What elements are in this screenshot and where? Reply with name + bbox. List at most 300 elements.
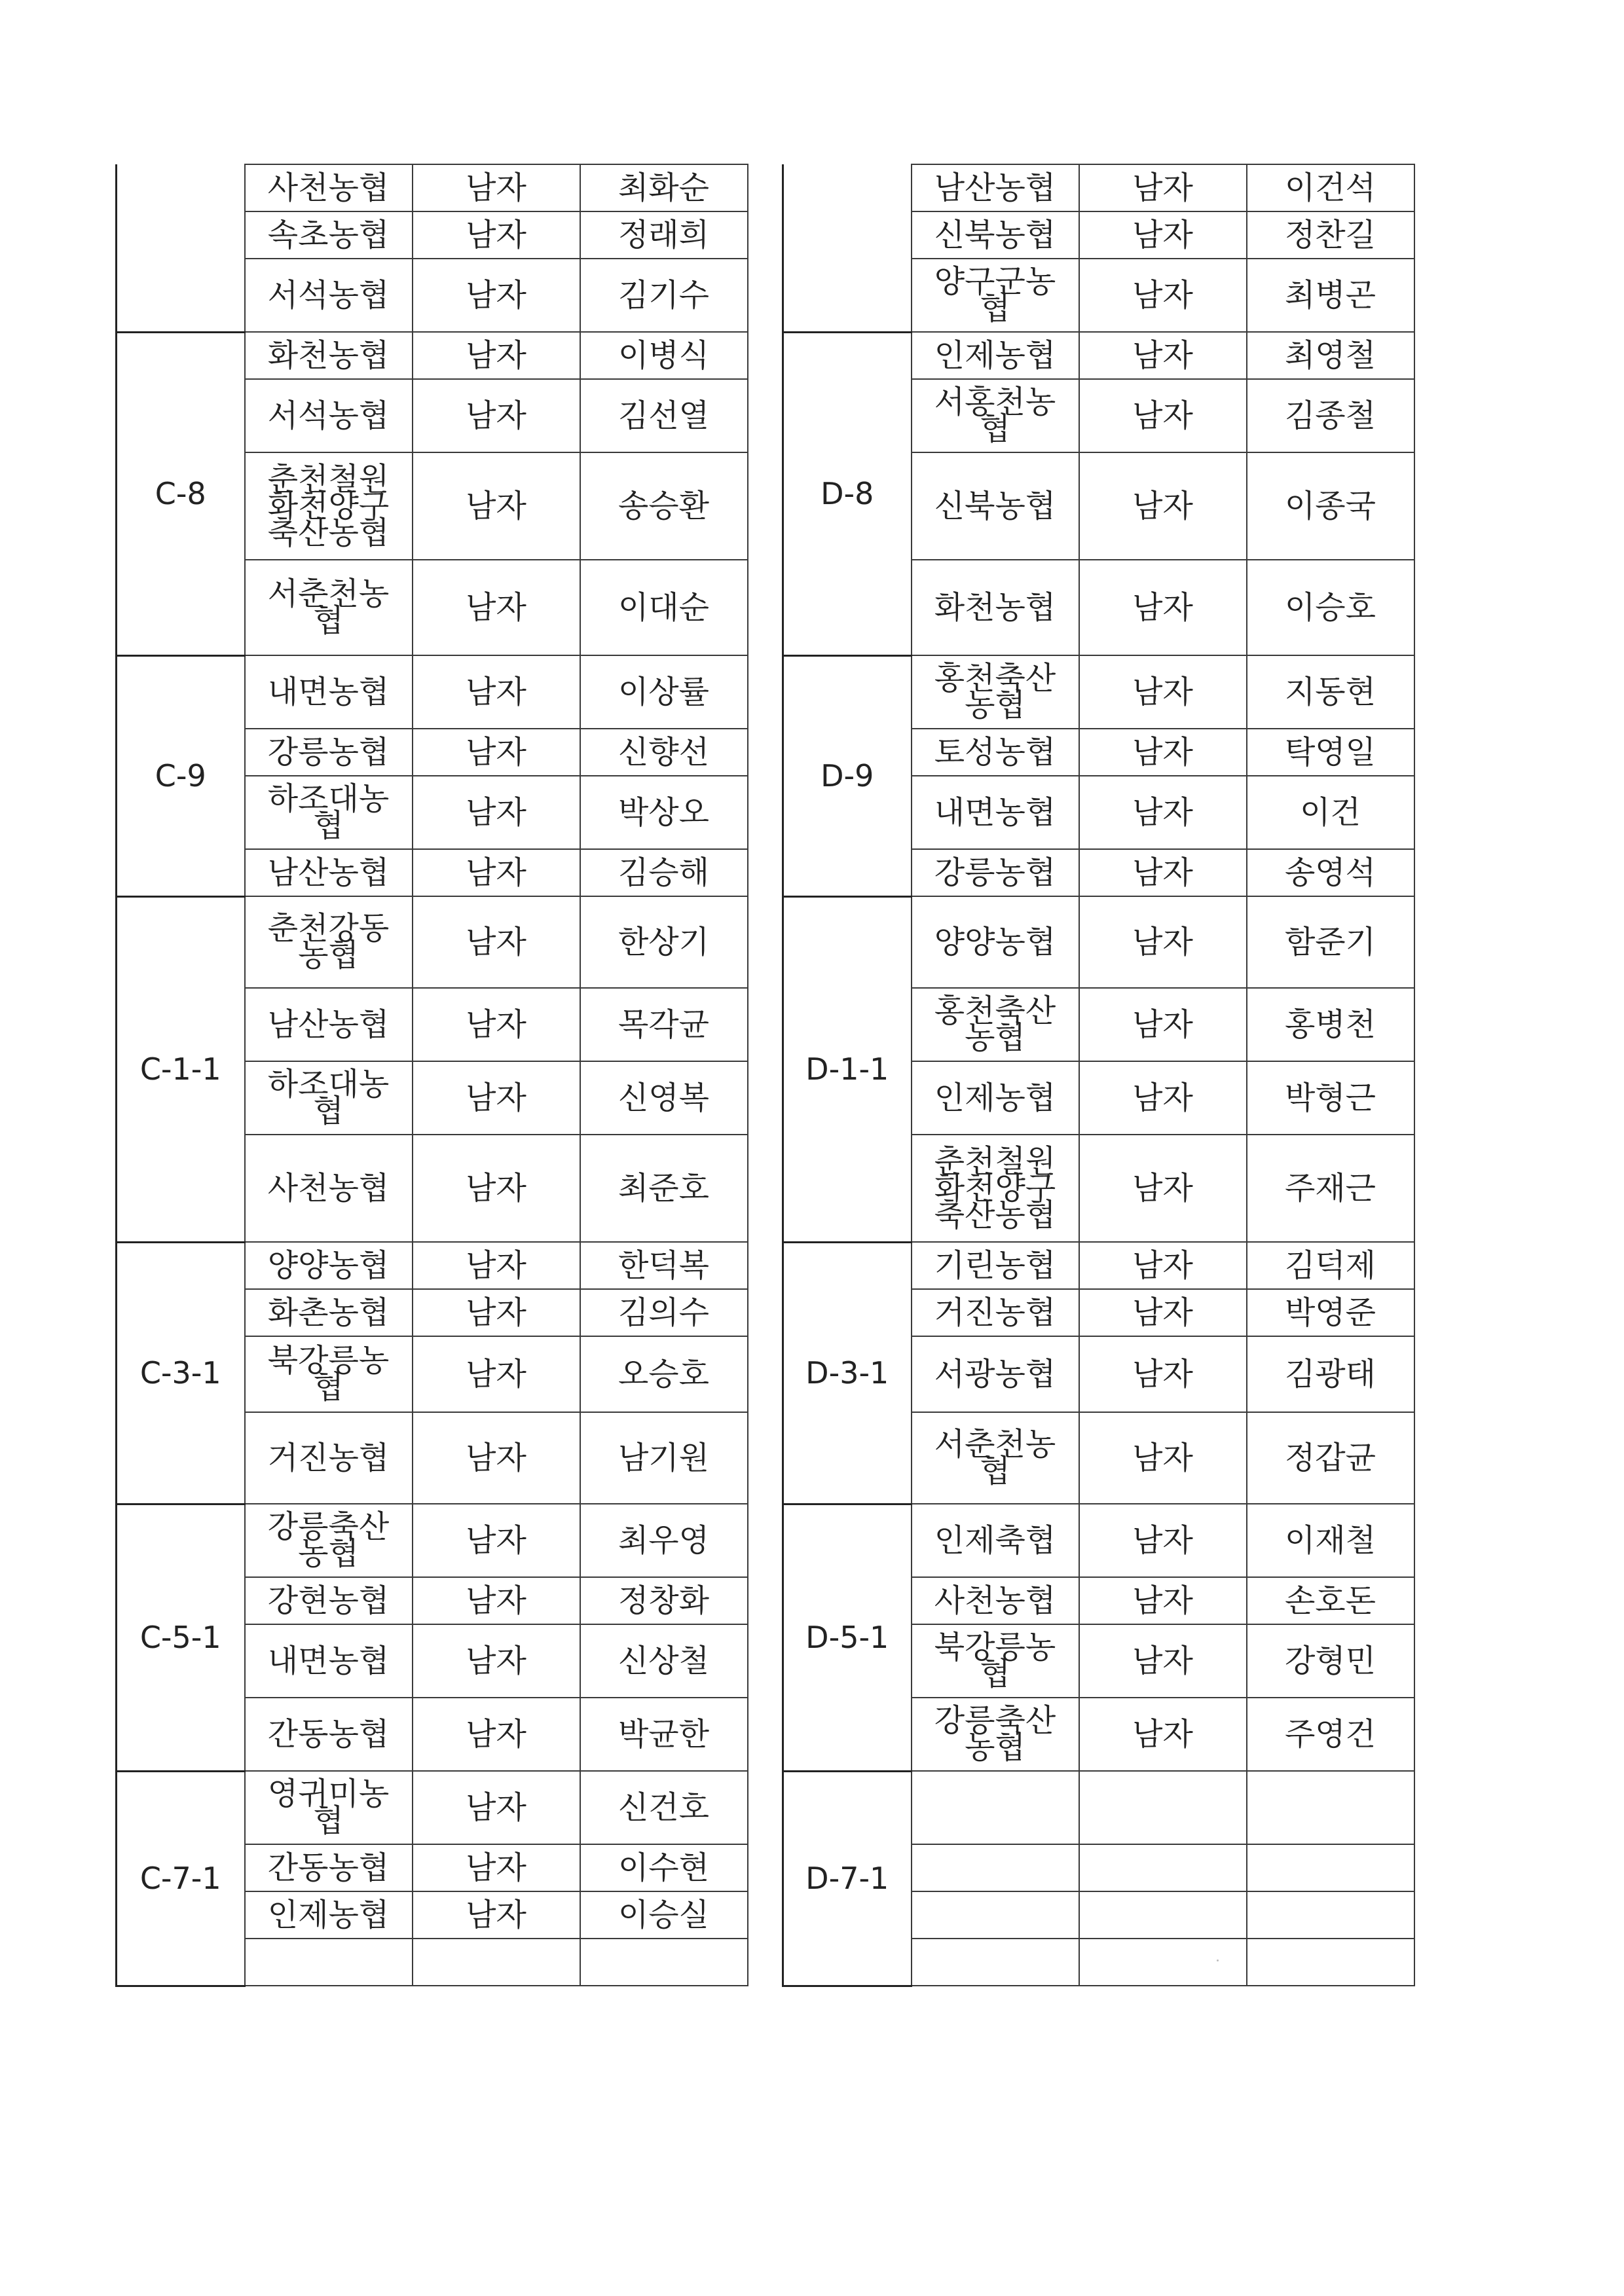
name-cell-text: 이상률 [618, 674, 710, 710]
group-label [783, 164, 912, 332]
name-cell [580, 729, 748, 776]
name-cell [580, 896, 748, 988]
org-cell-text: 남산농협 [267, 854, 390, 891]
gender-cell-text: 남자 [466, 1247, 526, 1284]
gender-cell [413, 1698, 580, 1771]
name-cell-text: 김광태 [1284, 1356, 1376, 1393]
org-cell-text: 양양농협 [934, 923, 1056, 960]
org-cell [912, 1698, 1079, 1771]
gender-cell [1079, 1412, 1247, 1504]
org-cell [912, 259, 1079, 332]
name-cell [1247, 896, 1414, 988]
org-cell [912, 560, 1079, 655]
org-cell [912, 332, 1079, 379]
org-cell [245, 164, 413, 211]
gender-cell [413, 988, 580, 1061]
org-cell [245, 1242, 413, 1289]
name-cell-text: 이수현 [618, 1850, 710, 1886]
gender-cell-text: 남자 [1132, 1006, 1193, 1043]
org-cell [245, 1412, 413, 1504]
org-cell-text: 양구군농협 [934, 263, 1056, 327]
org-cell [245, 896, 413, 988]
name-cell-text: 이건석 [1284, 170, 1376, 206]
org-cell-text: 기린농협 [934, 1247, 1056, 1284]
gender-cell [1079, 259, 1247, 332]
gender-cell [1079, 1504, 1247, 1577]
org-cell-text: 하조대농협 [267, 780, 390, 844]
name-cell [1247, 655, 1414, 729]
org-cell-text: 남산농협 [934, 169, 1056, 206]
gender-cell [413, 1336, 580, 1412]
gender-cell-text: 남자 [1132, 1294, 1193, 1331]
gender-cell-text: 남자 [466, 397, 526, 434]
gender-cell-text: 남자 [466, 1716, 526, 1753]
table-row [117, 1242, 748, 1289]
org-cell-text: 내면농협 [267, 1642, 390, 1679]
org-cell-text: 강릉농협 [267, 733, 390, 771]
name-cell-text: 최화순 [618, 170, 710, 206]
name-cell [1247, 776, 1414, 849]
right-roster-table [782, 164, 1415, 1987]
group-label: D-8 [783, 332, 912, 655]
org-cell [245, 1336, 413, 1412]
gender-cell [1079, 896, 1247, 988]
name-cell [580, 988, 748, 1061]
name-cell [580, 332, 748, 379]
gender-cell [413, 1624, 580, 1698]
name-cell-text: 한덕복 [618, 1247, 710, 1284]
org-cell [912, 1061, 1079, 1135]
name-cell-text: 남기원 [618, 1440, 710, 1476]
org-cell [245, 452, 413, 560]
gender-cell [413, 655, 580, 729]
org-cell-text: 인제농협 [267, 1896, 390, 1933]
org-cell-text: 내면농협 [267, 673, 390, 710]
name-cell [580, 655, 748, 729]
name-cell [1247, 560, 1414, 655]
gender-cell-text: 남자 [1132, 1247, 1193, 1284]
name-cell [1247, 1336, 1414, 1412]
org-cell-text: 홍천축산농협 [934, 993, 1056, 1056]
gender-cell [1079, 379, 1247, 452]
name-cell-text: 정찬길 [1284, 217, 1376, 253]
name-cell-text: 박영준 [1284, 1294, 1376, 1331]
name-cell [580, 1844, 748, 1891]
name-cell-text: 최우영 [618, 1522, 710, 1559]
org-cell-text: 신북농협 [934, 487, 1056, 524]
org-cell-text: 토성농협 [934, 733, 1056, 771]
gender-cell-text: 남자 [466, 854, 526, 891]
gender-cell [1079, 1289, 1247, 1336]
name-cell [580, 379, 748, 452]
org-cell-text: 서춘천농협 [267, 575, 390, 639]
table-row [783, 1504, 1414, 1577]
gender-cell-text: 남자 [466, 1356, 526, 1393]
name-cell [580, 1577, 748, 1624]
org-cell-text: 사천농협 [267, 169, 390, 206]
gender-cell [413, 560, 580, 655]
name-cell [1247, 452, 1414, 560]
gender-cell [413, 776, 580, 849]
name-cell [1247, 1412, 1414, 1504]
gender-cell-text: 남자 [466, 1006, 526, 1043]
org-cell [912, 1135, 1079, 1242]
org-cell [912, 655, 1079, 729]
gender-cell [413, 729, 580, 776]
org-cell [912, 1289, 1079, 1336]
name-cell [580, 1242, 748, 1289]
gender-cell-text: 남자 [466, 217, 526, 253]
table-row [117, 1771, 748, 1844]
gender-cell-text: 남자 [466, 170, 526, 206]
org-cell-text: 춘천철원화천양구축산농협 [267, 460, 390, 551]
name-cell [1247, 849, 1414, 896]
org-cell [912, 211, 1079, 259]
gender-cell [413, 896, 580, 988]
name-cell-text: 신향선 [618, 734, 710, 771]
gender-cell-text: 남자 [1132, 924, 1193, 960]
gender-cell-text: 남자 [466, 734, 526, 771]
gender-cell-text: 남자 [1132, 1080, 1193, 1116]
org-cell-text: 춘천강동농협 [267, 910, 390, 974]
group-label [117, 164, 245, 332]
gender-cell [1079, 1939, 1247, 1986]
name-cell-text: 이종국 [1284, 488, 1376, 524]
gender-cell [413, 164, 580, 211]
name-cell-text: 이승호 [1284, 589, 1376, 626]
org-cell [245, 1698, 413, 1771]
name-cell [580, 1698, 748, 1771]
org-cell-text: 거진농협 [267, 1439, 390, 1476]
org-cell [912, 1939, 1079, 1986]
org-cell-text: 거진농협 [934, 1294, 1056, 1331]
gender-cell-text: 남자 [1132, 1170, 1193, 1207]
name-cell [1247, 259, 1414, 332]
gender-cell [413, 1939, 580, 1986]
name-cell [1247, 379, 1414, 452]
name-cell-text: 주재근 [1284, 1170, 1376, 1207]
table-row [783, 655, 1414, 729]
name-cell-text: 박형근 [1284, 1080, 1376, 1116]
table-row [783, 164, 1414, 211]
org-cell-text: 서석농협 [267, 397, 390, 434]
org-cell-text: 북강릉농협 [267, 1342, 390, 1406]
org-cell [912, 1504, 1079, 1577]
gender-cell [1079, 164, 1247, 211]
gender-cell [413, 1289, 580, 1336]
table-row [117, 896, 748, 988]
left-roster-table [115, 164, 748, 1987]
group-label: C-5-1 [117, 1504, 245, 1771]
org-cell [245, 776, 413, 849]
name-cell [1247, 332, 1414, 379]
name-cell [580, 776, 748, 849]
org-cell-text: 홍천축산농협 [934, 660, 1056, 723]
name-cell [1247, 1135, 1414, 1242]
name-cell [580, 1504, 748, 1577]
org-cell-text: 하조대농협 [267, 1066, 390, 1129]
name-cell [1247, 1242, 1414, 1289]
name-cell [1247, 1939, 1414, 1986]
name-cell-text: 김의수 [618, 1294, 710, 1331]
table-row [117, 655, 748, 729]
group-label: C-7-1 [117, 1771, 245, 1986]
name-cell-text: 박상오 [618, 794, 710, 831]
gender-cell-text: 남자 [466, 337, 526, 374]
gender-cell [413, 1135, 580, 1242]
gender-cell-text: 남자 [466, 924, 526, 960]
gender-cell [1079, 1135, 1247, 1242]
name-cell-text: 박균한 [618, 1716, 710, 1753]
org-cell [245, 1577, 413, 1624]
org-cell [912, 1336, 1079, 1412]
gender-cell-text: 남자 [466, 1170, 526, 1207]
name-cell [580, 1289, 748, 1336]
right-roster-panel [782, 164, 1413, 1987]
gender-cell-text: 남자 [1132, 674, 1193, 710]
org-cell-text: 신북농협 [934, 216, 1056, 253]
gender-cell [413, 1504, 580, 1577]
name-cell [1247, 729, 1414, 776]
gender-cell [413, 1771, 580, 1844]
group-label: D-1-1 [783, 896, 912, 1242]
org-cell [245, 655, 413, 729]
name-cell [1247, 211, 1414, 259]
name-cell-text: 신상철 [618, 1643, 710, 1679]
group-label: D-7-1 [783, 1771, 912, 1986]
org-cell [245, 379, 413, 452]
name-cell [1247, 1061, 1414, 1135]
gender-cell-text: 남자 [1132, 1356, 1193, 1393]
org-cell-text: 북강릉농협 [934, 1629, 1056, 1692]
gender-cell-text: 남자 [466, 1294, 526, 1331]
name-cell [1247, 1624, 1414, 1698]
name-cell-text: 주영건 [1284, 1716, 1376, 1753]
gender-cell [413, 379, 580, 452]
org-cell [912, 849, 1079, 896]
name-cell [580, 164, 748, 211]
org-cell [912, 1577, 1079, 1624]
gender-cell [1079, 1336, 1247, 1412]
org-cell [245, 332, 413, 379]
org-cell [912, 896, 1079, 988]
org-cell [912, 776, 1079, 849]
name-cell-text: 김승해 [618, 854, 710, 891]
org-cell-text: 남산농협 [267, 1006, 390, 1043]
name-cell-text: 김종철 [1284, 397, 1376, 434]
org-cell-text: 사천농협 [934, 1582, 1056, 1619]
gender-cell-text: 남자 [466, 674, 526, 710]
gender-cell-text: 남자 [1132, 589, 1193, 626]
name-cell-text: 송영석 [1284, 854, 1376, 891]
org-cell-text: 강현농협 [267, 1582, 390, 1619]
org-cell [912, 729, 1079, 776]
table-row [117, 164, 748, 211]
org-cell [245, 729, 413, 776]
gender-cell-text: 남자 [1132, 794, 1193, 831]
gender-cell [1079, 452, 1247, 560]
name-cell-text: 지동현 [1284, 674, 1376, 710]
org-cell-text: 서춘천농협 [934, 1426, 1056, 1489]
name-cell-text: 목각균 [618, 1006, 710, 1043]
gender-cell [413, 1891, 580, 1939]
name-cell [580, 1891, 748, 1939]
org-cell-text: 간동농협 [267, 1715, 390, 1753]
name-cell [580, 1412, 748, 1504]
name-cell-text: 최병곤 [1284, 277, 1376, 314]
name-cell-text: 정갑균 [1284, 1440, 1376, 1476]
gender-cell-text: 남자 [1132, 854, 1193, 891]
org-cell [912, 1891, 1079, 1939]
name-cell-text: 최준호 [618, 1170, 710, 1207]
gender-cell-text: 남자 [1132, 337, 1193, 374]
org-cell [912, 1771, 1079, 1844]
name-cell [580, 259, 748, 332]
org-cell [245, 1135, 413, 1242]
name-cell-text: 이재철 [1284, 1522, 1376, 1559]
name-cell-text: 김기수 [618, 277, 710, 314]
name-cell-text: 이대순 [618, 589, 710, 626]
name-cell-text: 정래희 [618, 217, 710, 253]
group-label: C-1-1 [117, 896, 245, 1242]
name-cell-text: 탁영일 [1284, 734, 1376, 771]
gender-cell-text: 남자 [466, 794, 526, 831]
org-cell-text: 내면농협 [934, 793, 1056, 831]
org-cell-text: 영귀미농협 [267, 1776, 390, 1839]
name-cell [1247, 1289, 1414, 1336]
gender-cell [1079, 1698, 1247, 1771]
gender-cell [413, 259, 580, 332]
org-cell [245, 211, 413, 259]
name-cell [1247, 1844, 1414, 1891]
gender-cell [1079, 1061, 1247, 1135]
org-cell [912, 452, 1079, 560]
gender-cell [1079, 1771, 1247, 1844]
gender-cell [413, 1844, 580, 1891]
name-cell [1247, 988, 1414, 1061]
name-cell [580, 211, 748, 259]
gender-cell-text: 남자 [1132, 1582, 1193, 1619]
name-cell [580, 1939, 748, 1986]
gender-cell-text: 남자 [1132, 397, 1193, 434]
org-cell [912, 379, 1079, 452]
gender-cell [413, 452, 580, 560]
org-cell [912, 1624, 1079, 1698]
gender-cell-text: 남자 [466, 1789, 526, 1826]
org-cell [245, 988, 413, 1061]
org-cell-text: 인제축협 [934, 1522, 1056, 1559]
name-cell-text: 신건호 [618, 1789, 710, 1826]
gender-cell [1079, 1844, 1247, 1891]
org-cell [245, 1624, 413, 1698]
org-cell [912, 1844, 1079, 1891]
gender-cell [413, 1061, 580, 1135]
gender-cell-text: 남자 [1132, 488, 1193, 524]
org-cell [245, 560, 413, 655]
gender-cell [1079, 332, 1247, 379]
org-cell-text: 강릉축산농협 [267, 1508, 390, 1572]
left-roster-panel [115, 164, 747, 1987]
gender-cell-text: 남자 [1132, 217, 1193, 253]
gender-cell-text: 남자 [1132, 170, 1193, 206]
org-cell [245, 1504, 413, 1577]
gender-cell-text: 남자 [1132, 734, 1193, 771]
gender-cell-text: 남자 [1132, 1643, 1193, 1679]
group-label: D-3-1 [783, 1242, 912, 1504]
table-row [783, 1771, 1414, 1844]
name-cell-text: 홍병천 [1284, 1006, 1376, 1043]
name-cell [580, 849, 748, 896]
gender-cell-text: 남자 [466, 1522, 526, 1559]
org-cell [245, 1891, 413, 1939]
gender-cell-text: 남자 [1132, 1522, 1193, 1559]
name-cell [580, 1135, 748, 1242]
gender-cell-text: 남자 [466, 1440, 526, 1476]
name-cell [580, 452, 748, 560]
gender-cell [1079, 776, 1247, 849]
org-cell [912, 164, 1079, 211]
name-cell [580, 560, 748, 655]
name-cell-text: 손호돈 [1284, 1582, 1376, 1619]
gender-cell-text: 남자 [466, 277, 526, 314]
name-cell-text: 이병식 [618, 337, 710, 374]
org-cell-text: 춘천철원화천양구축산농협 [934, 1142, 1056, 1233]
gender-cell-text: 남자 [466, 589, 526, 626]
group-label: D-9 [783, 655, 912, 896]
gender-cell-text: 남자 [1132, 1716, 1193, 1753]
org-cell-text: 속초농협 [267, 216, 390, 253]
gender-cell [413, 1242, 580, 1289]
org-cell [912, 1412, 1079, 1504]
gender-cell [413, 1412, 580, 1504]
name-cell-text: 강형민 [1284, 1643, 1376, 1679]
org-cell-text: 서홍천농협 [934, 384, 1056, 447]
gender-cell [1079, 1624, 1247, 1698]
name-cell [580, 1061, 748, 1135]
name-cell [1247, 1504, 1414, 1577]
gender-cell [1079, 849, 1247, 896]
group-label: D-5-1 [783, 1504, 912, 1771]
org-cell-text: 인제농협 [934, 337, 1056, 374]
org-cell-text: 강릉농협 [934, 854, 1056, 891]
name-cell [1247, 164, 1414, 211]
gender-cell-text: 남자 [1132, 1440, 1193, 1476]
org-cell [245, 1939, 413, 1986]
org-cell [245, 259, 413, 332]
name-cell [1247, 1698, 1414, 1771]
name-cell-text: 김덕제 [1284, 1247, 1376, 1284]
gender-cell [1079, 988, 1247, 1061]
gender-cell [1079, 729, 1247, 776]
name-cell-text: 정창화 [618, 1582, 710, 1619]
gender-cell [1079, 1891, 1247, 1939]
org-cell [245, 1844, 413, 1891]
name-cell [1247, 1577, 1414, 1624]
group-label: C-9 [117, 655, 245, 896]
table-row [117, 332, 748, 379]
name-cell-text: 신영복 [618, 1080, 710, 1116]
gender-cell-text: 남자 [466, 1080, 526, 1116]
name-cell-text: 함준기 [1284, 924, 1376, 960]
org-cell-text: 인제농협 [934, 1079, 1056, 1116]
org-cell-text: 사천농협 [267, 1169, 390, 1207]
group-label: C-8 [117, 332, 245, 655]
name-cell-text: 김선열 [618, 397, 710, 434]
gender-cell [1079, 560, 1247, 655]
table-row [783, 332, 1414, 379]
gender-cell [413, 1577, 580, 1624]
org-cell [245, 1061, 413, 1135]
